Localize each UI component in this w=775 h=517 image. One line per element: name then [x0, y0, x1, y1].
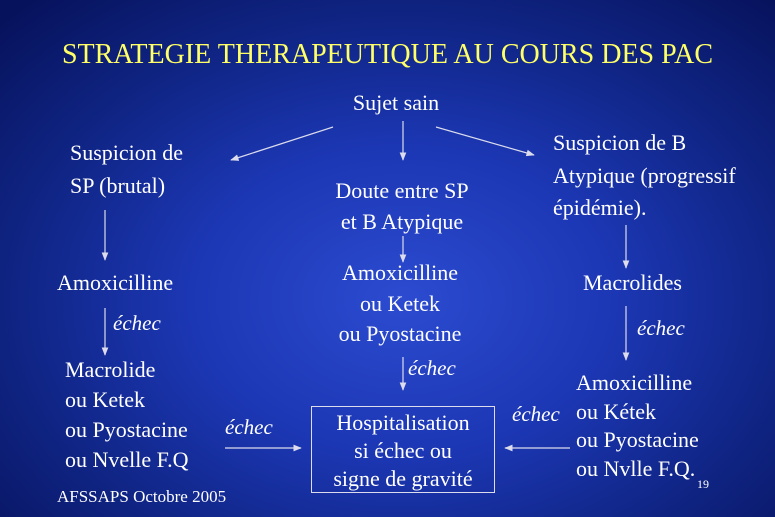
- node-hospitalisation-line: signe de gravité: [333, 466, 473, 491]
- edge-label-right-failure: échec: [637, 316, 685, 340]
- node-middle-doubt-line: et B Atypique: [340, 209, 464, 234]
- node-right-second-line-line: Amoxicilline: [576, 370, 693, 395]
- edge-label-middle-failure: échec: [408, 356, 456, 380]
- node-middle-first-line: [300, 258, 500, 350]
- node-middle-doubt: [302, 175, 502, 237]
- node-right-suspicion: [553, 127, 736, 225]
- node-left-second-line-line: ou Ketek: [65, 387, 146, 412]
- arrow-start-to-left-suspicion: [231, 127, 333, 160]
- node-middle-first-line-line: ou Pyostacine: [338, 321, 462, 346]
- edge-label-left-to-hospital: échec: [225, 415, 273, 439]
- node-right-suspicion-line: Suspicion de B: [553, 130, 687, 155]
- node-right-suspicion-line: épidémie).: [553, 195, 647, 220]
- node-right-second-line-line: ou Pyostacine: [576, 427, 699, 452]
- node-hospitalisation-line: si échec ou: [354, 438, 452, 463]
- node-left-second-line-line: Macrolide: [65, 357, 156, 382]
- node-left-first-line: [57, 268, 173, 298]
- node-middle-first-line-line: Amoxicilline: [341, 260, 459, 285]
- node-start-label: Sujet sain: [352, 90, 440, 115]
- node-left-suspicion-line: SP (brutal): [70, 173, 166, 198]
- edge-label-right-to-hospital: échec: [512, 402, 560, 426]
- node-right-second-line-line: ou Nvlle F.Q.: [576, 455, 696, 481]
- edge-label-left-failure: échec: [113, 311, 161, 335]
- node-left-suspicion-line: Suspicion de: [70, 140, 184, 165]
- page-number: 19: [697, 477, 709, 491]
- node-right-suspicion-line: Atypique (progressif: [553, 162, 736, 188]
- node-middle-doubt-line: Doute entre SP: [335, 178, 469, 203]
- node-middle-first-line-line: ou Ketek: [359, 290, 441, 316]
- arrow-start-to-right-suspicion: [436, 127, 534, 155]
- node-hospitalisation-box: [311, 406, 495, 493]
- node-right-second-line-line: ou Kétek: [576, 398, 657, 424]
- footer-source: AFSSAPS Octobre 2005: [57, 487, 227, 506]
- node-left-first-line-label: Amoxicilline: [57, 270, 174, 295]
- slide-title: STRATEGIE THERAPEUTIQUE AU COURS DES PAC: [61, 39, 714, 70]
- node-right-second-line: [576, 369, 699, 483]
- node-start: [336, 88, 456, 118]
- node-left-suspicion: [70, 136, 183, 202]
- node-left-second-line-line: ou Pyostacine: [65, 417, 188, 442]
- node-left-second-line-line: ou Nvelle F.Q: [65, 447, 189, 472]
- node-left-second-line: [65, 355, 189, 475]
- node-right-first-line-label: Macrolides: [583, 270, 682, 295]
- node-hospitalisation-line: Hospitalisation: [336, 410, 470, 435]
- node-right-first-line: [583, 268, 682, 298]
